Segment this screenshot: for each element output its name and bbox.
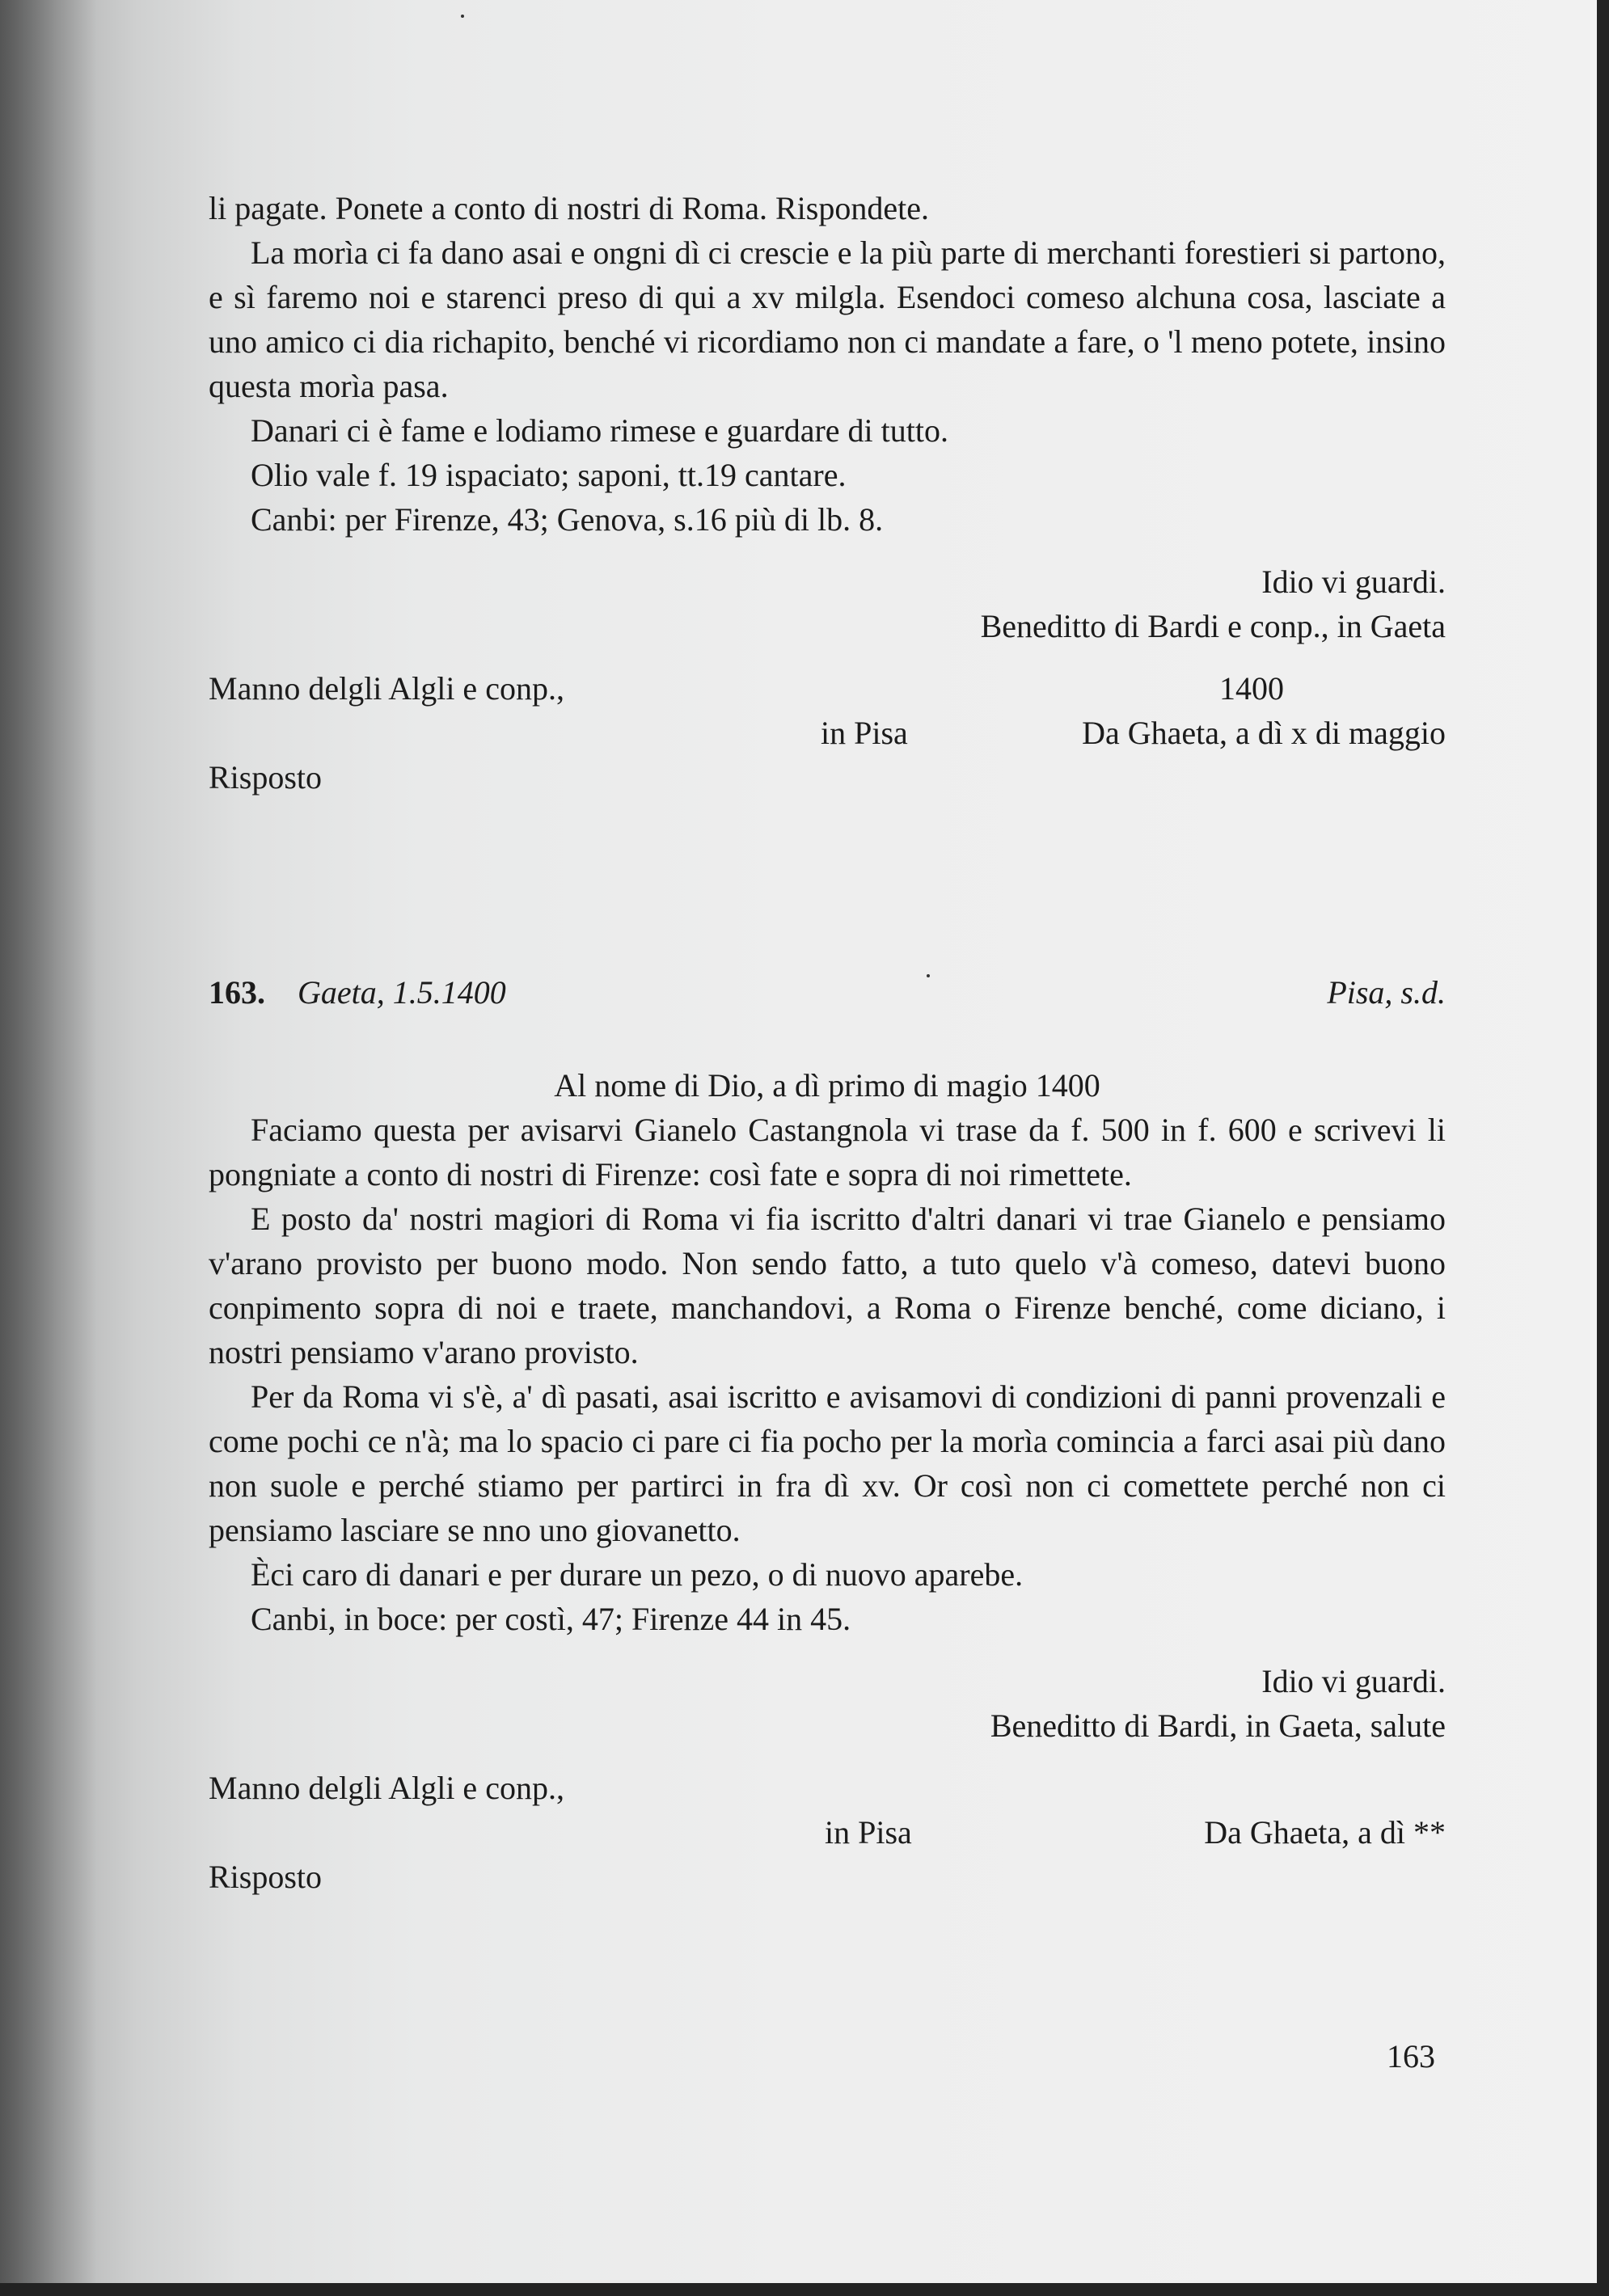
paragraph: Èci caro di danari e per durare un pezo, o di nuovo aparebe. [251, 1556, 1024, 1593]
signature: Beneditto di Bardi e conp., in Gaeta [980, 608, 1446, 644]
paragraph: Faciamo questa per avisarvi Gianelo Castangnola vi trase da f. 500 in f. 600 e scrivevi li pongniate a conto di nostri di Firenze: così fate e sopra di noi rimettete. [209, 1112, 1446, 1192]
paragraph: Canbi, in boce: per costì, 47; Firenze 44 in 45. [251, 1601, 851, 1637]
address-place: in Pisa [821, 715, 908, 751]
risposto: Risposto [209, 759, 323, 796]
page-gutter-shadow [0, 0, 97, 2283]
letter-destination: Pisa, s.d. [1327, 974, 1446, 1011]
year: 1400 [1219, 670, 1284, 707]
risposto: Risposto [209, 1859, 323, 1895]
letter-163 [209, 970, 1446, 1899]
letter-heading [209, 970, 1446, 1015]
address-row [209, 711, 1446, 755]
address-place: in Pisa [825, 1814, 912, 1851]
date-place: Da Ghaeta, a dì ** [1204, 1814, 1446, 1851]
paragraph: Danari ci è fame e lodiamo rimese e guardare di tutto. [251, 412, 948, 449]
page-edge [1597, 0, 1609, 2296]
signature: Beneditto di Bardi, in Gaeta, salute [990, 1707, 1446, 1744]
ink-speck [461, 15, 464, 18]
invocation: Al nome di Dio, a dì primo di magio 1400 [554, 1067, 1100, 1104]
paragraph: Per da Roma vi s'è, a' dì pasati, asai iscritto e avisamovi di condizioni di panni provenzali e come pochi ce n'à; ma lo spacio ci pare ci fia pocho per la morìa comincia a farci asai più dano non suole e perché stiamo per partirci in fra dì xv. Or così non ci comettete perché non ci pensiamo lasciare se nno uno giovanetto. [209, 1378, 1446, 1548]
letter-number: 163. [209, 974, 265, 1011]
date-place: Da Ghaeta, a dì x di maggio [1082, 715, 1446, 751]
address-row [209, 1766, 1446, 1810]
paragraph: La morìa ci fa dano asai e ongni dì ci crescie e la più parte di merchanti forestieri si partono, e sì faremo noi e starenci preso di qui a xv milgla. Esendoci comeso alchuna cosa, lasciate a uno amico ci dia richapito, benché vi ricordiamo non ci mandate a fare, o 'l meno potete, insino questa morìa pasa. [209, 234, 1446, 404]
page-bottom-edge [0, 2283, 1609, 2296]
letter-origin-date: Gaeta, 1.5.1400 [298, 974, 506, 1011]
opening-line: li pagate. Ponete a conto di nostri di Roma. Rispondete. [209, 190, 929, 226]
closing: Idio vi guardi. [1261, 563, 1446, 600]
address-name: Manno delgli Algli e conp., [209, 1770, 564, 1806]
letter-prev [209, 186, 1446, 800]
paragraph: Olio vale f. 19 ispaciato; saponi, tt.19 cantare. [251, 457, 847, 493]
address-name: Manno delgli Algli e conp., [209, 670, 564, 707]
closing: Idio vi guardi. [1261, 1663, 1446, 1699]
paragraph: E posto da' nostri magiori di Roma vi fia iscritto d'altri danari vi trae Gianelo e pensiamo v'arano provisto per buono modo. Non sendo fatto, a tuto quelo v'à comeso, datevi buono conpimento sopra di noi e traete, manchandovi, a Roma o Firenze benché, come diciano, i nostri pensiamo v'arano provisto. [209, 1201, 1446, 1370]
paragraph: Canbi: per Firenze, 43; Genova, s.16 più di lb. 8. [251, 501, 884, 538]
address-row [209, 666, 1446, 711]
address-row [209, 1810, 1446, 1855]
page-number: 163 [1387, 2038, 1435, 2074]
